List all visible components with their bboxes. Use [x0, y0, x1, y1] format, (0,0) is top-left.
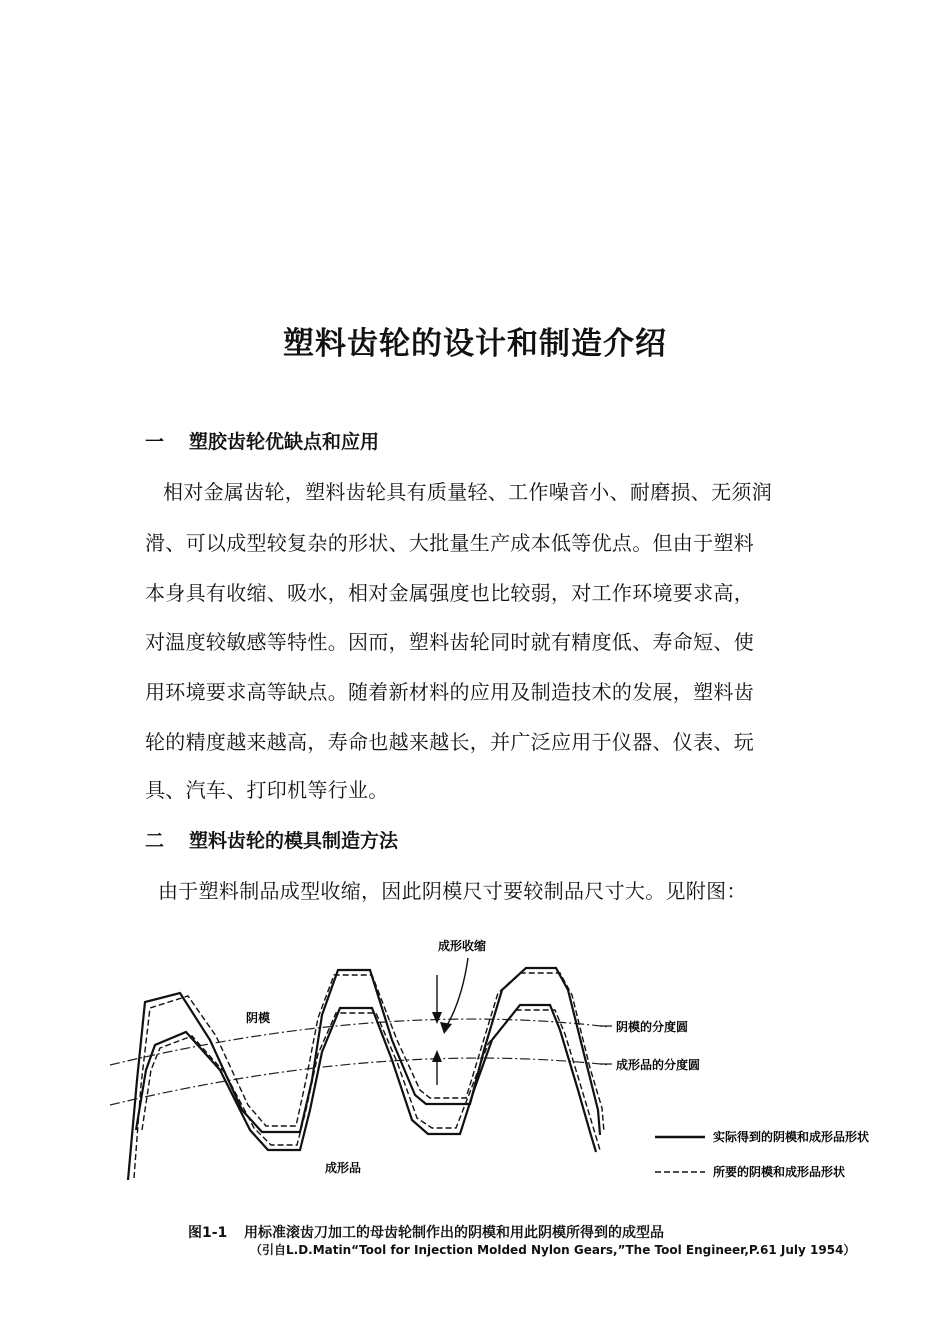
part-pitch-circle-arc	[110, 1058, 610, 1105]
mold-pitch-circle-label: 阴模的分度圆	[616, 1020, 689, 1034]
mold-profile-solid	[128, 968, 600, 1180]
section-2-intro: 由于塑料制品成型收缩，因此阴模尺寸要较制品尺寸大。见附图：	[158, 879, 747, 903]
part-profile-dashed	[142, 1010, 600, 1150]
shrink-label: 成形收缩	[438, 939, 487, 953]
figure-number: 图1-1	[188, 1225, 228, 1241]
paragraph-line: 具、汽车、打印机等行业。	[145, 778, 389, 802]
paragraph-line: 轮的精度越来越高，寿命也越来越长，并广泛应用于仪器、仪表、玩	[145, 730, 754, 754]
part-profile-solid	[136, 1005, 596, 1152]
section-2-heading	[145, 826, 398, 853]
arrow-head-up	[432, 1050, 442, 1062]
female-mold-label: 阴模	[246, 1011, 271, 1025]
section-1-heading	[145, 427, 379, 454]
figure-source: （引自L.D.Matin“Tool for Injection Molded Nylon Gears,”The Tool Engineer,P.61 July 1954）	[250, 1243, 856, 1257]
section-2-title: 塑料齿轮的模具制造方法	[189, 830, 399, 852]
figure-caption-title: 用标准滚齿刀加工的母齿轮制作出的阴模和用此阴模所得到的成型品	[244, 1225, 664, 1241]
paragraph-line: 本身具有收缩、吸水，相对金属强度也比较弱，对工作环境要求高，	[145, 581, 754, 605]
shrink-pointer-head	[440, 1022, 452, 1034]
paragraph-line: 用环境要求高等缺点。随着新材料的应用及制造技术的发展，塑料齿	[145, 680, 754, 704]
mold-pitch-circle-arc	[110, 1019, 610, 1065]
legend-solid-label: 实际得到的阴模和成形品形状	[713, 1130, 870, 1144]
section-2-number: 二	[145, 830, 165, 852]
part-pitch-circle-label: 成形品的分度圆	[616, 1058, 701, 1072]
molded-part-label: 成形品	[325, 1161, 362, 1175]
mold-profile-dashed	[134, 973, 604, 1178]
section-1-number: 一	[145, 431, 165, 453]
shrink-pointer-curve	[446, 958, 468, 1027]
legend-dashed-label: 所要的阴模和成形品形状	[713, 1165, 846, 1179]
figure-caption	[188, 1222, 664, 1242]
paragraph-line: 滑、可以成型较复杂的形状、大批量生产成本低等优点。但由于塑料	[145, 531, 754, 555]
section-1-title: 塑胶齿轮优缺点和应用	[189, 431, 380, 453]
gear-mold-figure	[0, 920, 950, 1220]
document-title: 塑料齿轮的设计和制造介绍	[283, 326, 667, 362]
paragraph-line: 对温度较敏感等特性。因而，塑料齿轮同时就有精度低、寿命短、使	[145, 630, 754, 654]
paragraph-line: 相对金属齿轮，塑料齿轮具有质量轻、工作噪音小、耐磨损、无须润	[163, 480, 772, 504]
